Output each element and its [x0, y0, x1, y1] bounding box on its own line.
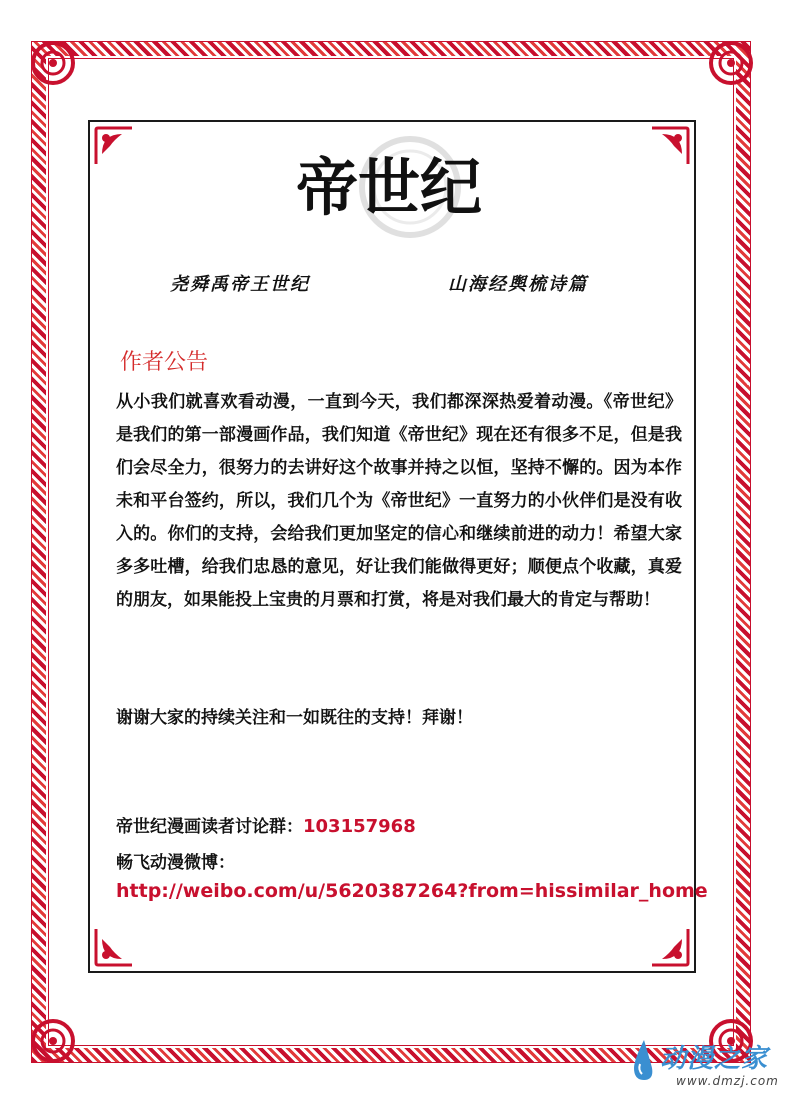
group-label: 帝世纪漫画读者讨论群：	[116, 817, 303, 837]
site-watermark	[630, 1036, 780, 1096]
title-logo	[292, 125, 502, 255]
notice-heading: 作者公告	[120, 350, 209, 375]
subtitle-right: 山海经舆梳诗篇	[448, 274, 588, 295]
thanks-line: 谢谢大家的持续关注和一如既往的支持！拜谢！	[116, 708, 473, 728]
scroll-ornament-icon	[648, 124, 692, 168]
scroll-ornament-icon	[92, 925, 136, 969]
weibo-link[interactable]: http://weibo.com/u/5620387264?from=hissimilar_home	[116, 880, 708, 902]
ornament-corner-icon	[30, 40, 76, 86]
group-number: 103157968	[303, 816, 416, 837]
scroll-ornament-icon	[648, 925, 692, 969]
ornament-corner-icon	[30, 1018, 76, 1064]
weibo-label: 畅飞动漫微博：	[116, 853, 235, 873]
watermark-url: www.dmzj.com	[676, 1074, 779, 1088]
discussion-group-line	[116, 812, 416, 837]
watermark-title: 动漫之家	[660, 1044, 769, 1074]
subtitle-left: 尧舜禹帝王世纪	[170, 274, 310, 295]
logo-text: 帝世纪	[296, 151, 483, 224]
ornament-corner-icon	[708, 40, 754, 86]
notice-body	[116, 386, 682, 617]
notice-paragraph: 从小我们就喜欢看动漫，一直到今天，我们都深深热爱着动漫。《帝世纪》是我们的第一部漫画作品，我们知道《帝世纪》现在还有很多不足，但是我们会尽全力，很努力的去讲好这个故事并持之以恒，坚持不懈的。因为本作未和平台签约，所以，我们几个为《帝世纪》一直努力的小伙伴们是没有收入的。你们的支持，会给我们更加坚定的信心和继续前进的动力！希望大家多多吐槽，给我们忠恳的意见，好让我们能做得更好；顺便点个收藏，真爱的朋友，如果能投上宝贵的月票和打赏，将是对我们最大的肯定与帮助！	[116, 392, 682, 610]
droplet-logo-icon	[630, 1038, 656, 1082]
scroll-ornament-icon	[92, 124, 136, 168]
